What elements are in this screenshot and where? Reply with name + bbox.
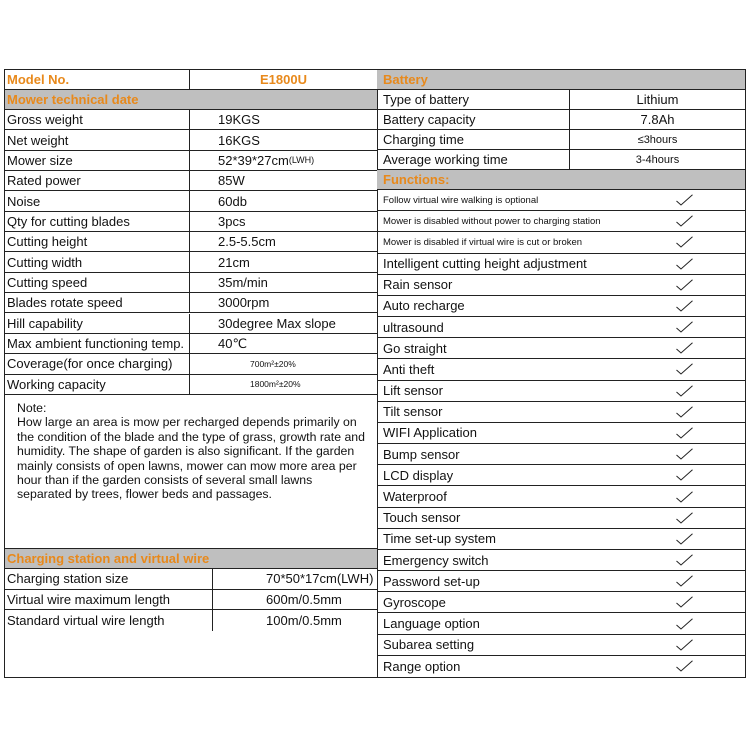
function-row [377,465,745,486]
spec-value [189,151,377,170]
check-icon [676,317,693,337]
battery-label: Charging time [383,132,464,147]
function-row [377,508,745,529]
function-row [377,381,745,402]
function-row [377,232,745,253]
spec-value-text: 1800m²±20% [250,379,301,390]
check-icon [676,508,693,528]
function-label: Follow virtual wire walking is optional [383,194,539,206]
battery-label: Type of battery [383,92,469,107]
spec-value [189,293,377,312]
function-row [377,317,745,338]
charging-label: Virtual wire maximum length [7,591,171,607]
function-label: Lift sensor [383,383,443,399]
check-icon [676,275,693,295]
spec-value-text: 2.5-5.5cm [218,234,276,250]
spec-value [189,191,377,210]
function-row [377,275,745,296]
spec-sheet [4,69,746,678]
battery-value: 7.8Ah [569,110,745,129]
spec-value-text: 40℃ [218,335,248,351]
spec-row [5,130,377,150]
check-icon [676,613,693,633]
function-row [377,550,745,571]
function-row [377,592,745,613]
check-icon [676,635,693,655]
battery-row [377,110,745,130]
spec-label: Cutting width [7,254,83,270]
model-label: Model No. [7,72,70,87]
function-row [377,571,745,592]
spec-value [189,110,377,129]
function-label: Anti theft [383,361,435,377]
function-label: WIFI Application [383,425,477,441]
function-label: Tilt sensor [383,404,443,420]
note-block [5,385,377,549]
spec-value-text: 60db [218,193,247,209]
battery-value: 3-4hours [569,150,745,169]
spec-value [189,354,377,373]
function-label: Touch sensor [383,510,461,526]
battery-functions-column [377,70,745,677]
note-text: How large an area is mow per recharged depends primarily on the condition of the blade and the type of grass, growth rate and humidity. The shape of garden is also significant. If the garden mainly consists of open lawns, mower can mow more area per hour than if the garden consists of several small lawns separated by trees, flower beds and passages. [17,415,365,502]
spec-value-text: 85W [218,173,245,189]
function-label: Waterproof [383,489,447,504]
check-icon [676,402,693,422]
spec-value [189,130,377,149]
function-label: Mower is disabled if virtual wire is cut or broken [383,236,583,248]
charging-value: 600m/0.5mm [212,590,377,610]
function-label: Language option [383,616,480,632]
spec-label: Working capacity [7,376,106,392]
check-icon [676,444,693,464]
function-row [377,444,745,465]
check-icon [676,254,693,274]
check-icon [676,359,693,379]
battery-value: Lithium [569,90,745,109]
battery-value: ≤3hours [569,130,745,149]
function-row [377,338,745,359]
function-row [377,211,745,232]
function-label: Bump sensor [383,446,460,462]
charging-row [5,569,377,590]
spec-value [189,273,377,292]
function-label: Password set-up [383,573,480,589]
battery-label: Battery capacity [383,112,476,127]
check-icon [676,550,693,570]
function-row [377,486,745,507]
function-label: ultrasound [383,319,444,335]
mower-technical-header [5,90,377,110]
function-label: Go straight [383,340,447,356]
charging-header [5,549,377,569]
battery-label: Average working time [383,152,508,167]
function-label: LCD display [383,467,454,483]
mower-spec-column [5,70,378,677]
function-row [377,529,745,550]
spec-row [5,212,377,232]
spec-value [189,334,377,353]
function-row [377,423,745,444]
spec-value-text: 19KGS [218,112,260,128]
spec-value-suffix: (LWH) [288,155,315,166]
battery-row [377,150,745,170]
check-icon [676,592,693,612]
function-label: Auto recharge [383,298,465,314]
function-label: Rain sensor [383,277,453,293]
spec-row [5,273,377,293]
function-label: Emergency switch [383,552,489,568]
spec-row [5,293,377,313]
spec-row [5,354,377,374]
charging-label: Charging station size [7,571,129,587]
charging-row [5,590,377,611]
function-label: Time set-up system [383,531,496,547]
spec-value [189,252,377,271]
spec-label: Cutting height [7,234,88,250]
mower-technical-header-label: Mower technical date [7,92,139,107]
function-row [377,402,745,423]
battery-row [377,90,745,110]
function-label: Range option [383,658,461,674]
check-icon [676,571,693,591]
charging-header-label: Charging station and virtual wire [7,551,210,566]
function-row [377,635,745,656]
battery-header-label: Battery [383,72,428,87]
spec-label: Rated power [7,173,81,189]
check-icon [676,486,693,506]
spec-value-text: 52*39*27cm [218,152,289,168]
function-label: Intelligent cutting height adjustment [383,256,587,272]
function-row [377,296,745,317]
check-icon [676,296,693,316]
check-icon [676,465,693,485]
battery-header [377,70,745,90]
spec-label: Net weight [7,132,69,148]
spec-label: Noise [7,193,41,209]
spec-value [189,232,377,251]
check-icon [676,381,693,401]
note-title: Note: [17,401,47,415]
spec-value [189,212,377,231]
spec-label: Gross weight [7,112,83,128]
model-row [5,70,377,90]
spec-label: Max ambient functioning temp. [7,336,185,352]
charging-row [5,610,377,631]
spec-value-text: 700m²±20% [250,358,296,369]
spec-value-text: 16KGS [218,132,260,148]
charging-value: 100m/0.5mm [212,610,377,631]
model-value: E1800U [189,70,377,89]
spec-row [5,334,377,354]
spec-value-text: 21cm [218,254,250,270]
check-icon [676,423,693,443]
check-icon [676,211,693,231]
spec-value-text: 35m/min [218,274,268,290]
function-row [377,656,745,677]
check-icon [676,529,693,549]
spec-value [189,171,377,190]
charging-value: 70*50*17cm(LWH) [212,569,377,589]
spec-row [5,171,377,191]
function-row [377,190,745,211]
spec-row [5,314,377,334]
spec-label: Coverage(for once charging) [7,356,173,372]
functions-header-label: Functions: [383,172,450,187]
spec-row [5,151,377,171]
spec-value [189,314,377,333]
function-row [377,359,745,380]
spec-row [5,110,377,130]
spec-label: Qty for cutting blades [7,213,130,229]
check-icon [676,338,693,358]
spec-value-text: 3000rpm [218,295,270,311]
spec-label: Hill capability [7,315,83,331]
spec-row [5,232,377,252]
function-row [377,254,745,275]
spec-value-text: 30degree Max slope [218,315,336,331]
check-icon [676,656,693,677]
check-icon [676,232,693,252]
spec-label: Cutting speed [7,274,88,290]
spec-value-text: 3pcs [218,213,246,229]
spec-row [5,191,377,211]
check-icon [676,190,693,210]
function-label: Subarea setting [383,637,475,653]
spec-row [5,252,377,272]
function-label: Mower is disabled without power to charging station [383,215,601,227]
spec-label: Mower size [7,152,73,168]
battery-row [377,130,745,150]
functions-header [377,170,745,190]
function-label: Gyroscope [383,594,446,610]
charging-label: Standard virtual wire length [7,612,165,628]
spec-label: Blades rotate speed [7,295,123,311]
function-row [377,613,745,634]
